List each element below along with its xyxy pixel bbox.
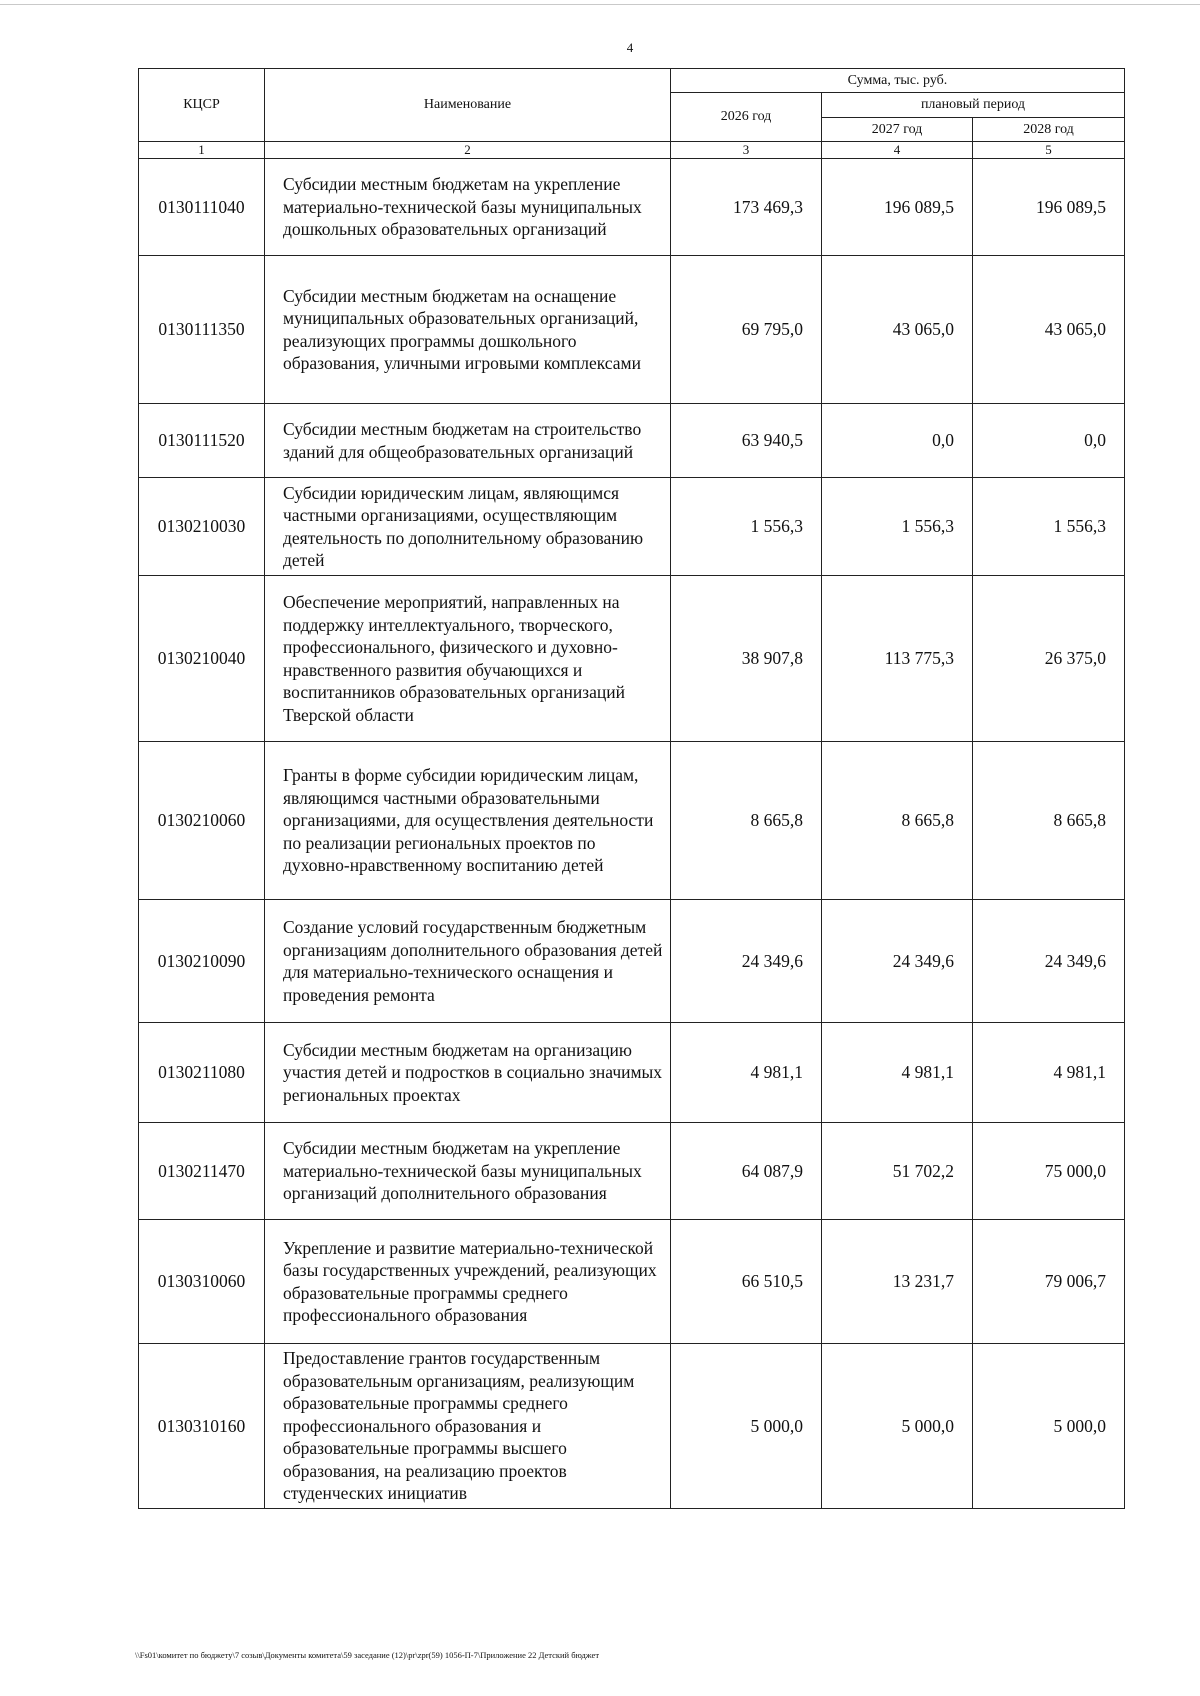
row-amount-2026: 24 349,6 (671, 900, 822, 1023)
table-row (139, 404, 1125, 478)
row-amount-2027: 8 665,8 (822, 742, 973, 900)
table-row (139, 159, 1125, 256)
header-year-2026: 2026 год (671, 93, 822, 142)
table-row (139, 900, 1125, 1023)
row-amount-2027: 5 000,0 (822, 1344, 973, 1509)
row-amount-2027: 0,0 (822, 404, 973, 478)
row-name: Субсидии местным бюджетам на строительство зданий для общеобразовательных организаций (265, 404, 671, 478)
budget-table (138, 68, 1125, 1509)
row-name: Укрепление и развитие материально-технической базы государственных учреждений, реализующих образовательные программы среднего профессионального образования (265, 1220, 671, 1344)
header-planned-period: плановый период (822, 93, 1125, 118)
row-code: 0130111350 (139, 256, 265, 404)
table-row (139, 1344, 1125, 1509)
column-number: 3 (671, 142, 822, 159)
row-amount-2028: 79 006,7 (973, 1220, 1125, 1344)
row-amount-2026: 173 469,3 (671, 159, 822, 256)
row-amount-2028: 8 665,8 (973, 742, 1125, 900)
row-amount-2028: 5 000,0 (973, 1344, 1125, 1509)
row-amount-2027: 4 981,1 (822, 1023, 973, 1123)
row-code: 0130310060 (139, 1220, 265, 1344)
column-number: 5 (973, 142, 1125, 159)
row-amount-2026: 5 000,0 (671, 1344, 822, 1509)
row-amount-2027: 196 089,5 (822, 159, 973, 256)
table-row (139, 742, 1125, 900)
table-row (139, 256, 1125, 404)
row-code: 0130210030 (139, 478, 265, 576)
row-amount-2027: 51 702,2 (822, 1123, 973, 1220)
scan-edge-line (0, 4, 1200, 5)
table-row (139, 1220, 1125, 1344)
row-amount-2027: 1 556,3 (822, 478, 973, 576)
row-amount-2026: 66 510,5 (671, 1220, 822, 1344)
row-code: 0130210090 (139, 900, 265, 1023)
column-number: 1 (139, 142, 265, 159)
row-name: Субсидии местным бюджетам на укрепление материально-технической базы муниципальных дошкольных образовательных организаций (265, 159, 671, 256)
row-code: 0130210060 (139, 742, 265, 900)
table-row (139, 1123, 1125, 1220)
table-row (139, 576, 1125, 742)
row-name: Гранты в форме субсидии юридическим лицам, являющимся частными образовательными организациями, для осуществления деятельности по реализации региональных проектов по духовно-нравственному воспитанию детей (265, 742, 671, 900)
row-amount-2026: 69 795,0 (671, 256, 822, 404)
row-amount-2027: 13 231,7 (822, 1220, 973, 1344)
row-name: Субсидии местным бюджетам на укрепление материально-технической базы муниципальных организаций дополнительного образования (265, 1123, 671, 1220)
column-numbers-row (139, 142, 1125, 159)
row-amount-2026: 4 981,1 (671, 1023, 822, 1123)
header-name: Наименование (265, 69, 671, 142)
row-name: Субсидии местным бюджетам на оснащение муниципальных образовательных организаций, реализующих программы дошкольного образования, уличными игровыми комплексами (265, 256, 671, 404)
table-row (139, 1023, 1125, 1123)
row-amount-2028: 24 349,6 (973, 900, 1125, 1023)
row-amount-2028: 43 065,0 (973, 256, 1125, 404)
row-amount-2028: 75 000,0 (973, 1123, 1125, 1220)
row-amount-2027: 43 065,0 (822, 256, 973, 404)
row-code: 0130310160 (139, 1344, 265, 1509)
row-code: 0130210040 (139, 576, 265, 742)
row-name: Предоставление грантов государственным образовательным организациям, реализующим образовательные программы среднего профессионального образования и образовательные программы высшего образования, на реализацию проектов студенческих инициатив (265, 1344, 671, 1509)
row-amount-2028: 26 375,0 (973, 576, 1125, 742)
row-amount-2026: 63 940,5 (671, 404, 822, 478)
row-name: Субсидии местным бюджетам на организацию участия детей и подростков в социально значимых региональных проектах (265, 1023, 671, 1123)
row-amount-2026: 1 556,3 (671, 478, 822, 576)
row-amount-2027: 113 775,3 (822, 576, 973, 742)
row-code: 0130111040 (139, 159, 265, 256)
row-name: Обеспечение мероприятий, направленных на поддержку интеллектуального, творческого, профессионального, физического и духовно-нравственного развития обучающихся и воспитанников образовательных организаций Тверской области (265, 576, 671, 742)
row-amount-2026: 38 907,8 (671, 576, 822, 742)
header-year-2028: 2028 год (973, 118, 1125, 142)
row-name: Создание условий государственным бюджетным организациям дополнительного образования детей для материально-технического оснащения и проведения ремонта (265, 900, 671, 1023)
row-code: 0130111520 (139, 404, 265, 478)
row-amount-2027: 24 349,6 (822, 900, 973, 1023)
row-name: Субсидии юридическим лицам, являющимся частными организациями, осуществляющим деятельность по дополнительному образованию детей (265, 478, 671, 576)
row-code: 0130211080 (139, 1023, 265, 1123)
header-code: КЦСР (139, 69, 265, 142)
footer-file-path: \\Fs01\комитет по бюджету\7 созыв\Документы комитета\59 заседание (12)\pr\zpr(59) 1056-П-7\Приложение 22 Детский бюджет (135, 1650, 600, 1660)
row-code: 0130211470 (139, 1123, 265, 1220)
row-amount-2026: 64 087,9 (671, 1123, 822, 1220)
row-amount-2028: 0,0 (973, 404, 1125, 478)
row-amount-2028: 4 981,1 (973, 1023, 1125, 1123)
column-number: 4 (822, 142, 973, 159)
row-amount-2028: 196 089,5 (973, 159, 1125, 256)
row-amount-2026: 8 665,8 (671, 742, 822, 900)
table-row (139, 478, 1125, 576)
row-amount-2028: 1 556,3 (973, 478, 1125, 576)
page-number: 4 (626, 40, 634, 55)
column-number: 2 (265, 142, 671, 159)
header-year-2027: 2027 год (822, 118, 973, 142)
header-sum: Сумма, тыс. руб. (671, 69, 1125, 93)
